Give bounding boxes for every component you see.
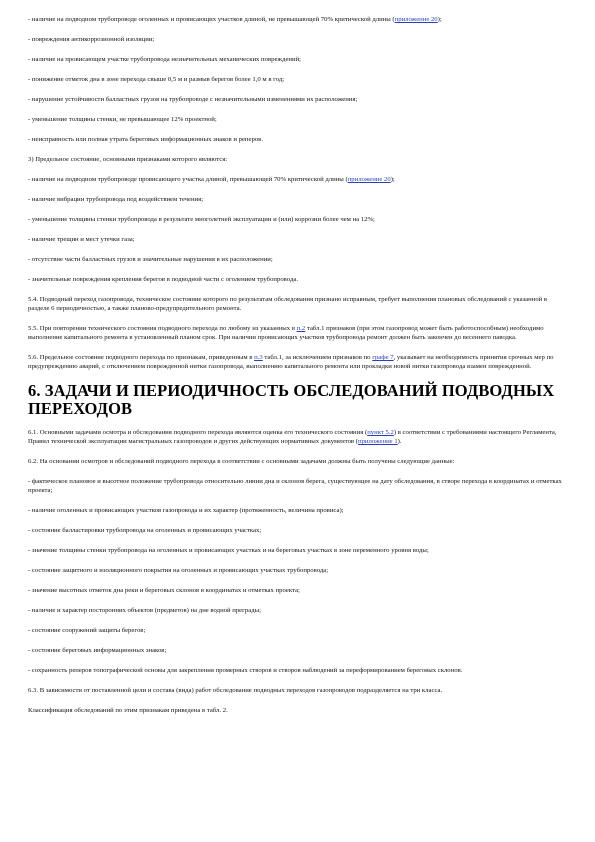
paragraph-text: , указывает на необходимость принятия срочных мер по предупреждению аварий, с отключением поврежденной нитки газопровода, выполнению капитального ремонта или прокладки новой нитки газопровода взамен поврежденной. xyxy=(28,354,554,370)
section-heading: 6. ЗАДАЧИ И ПЕРИОДИЧНОСТЬ ОБСЛЕДОВАНИЙ ПОДВОДНЫХ ПЕРЕХОДОВ xyxy=(28,381,555,418)
paragraph xyxy=(28,155,570,164)
paragraph xyxy=(28,353,570,371)
paragraph xyxy=(28,586,570,595)
paragraph-text: 5.5. При повторении технического состояния подводного перехода по любому из указанных в xyxy=(28,325,297,332)
paragraph xyxy=(28,55,570,64)
paragraph-text: - понижение отметок дна в зоне перехода свыше 0,5 м и размыв берегов более 1,0 м в год; xyxy=(28,76,285,83)
paragraph-text: Классификация обследований по этим признакам приведена в табл. 2. xyxy=(28,707,228,714)
paragraph-text: - фактическое плановое и высотное положение трубопровода относительно линии дна и склонов берега, существующее на дату обследования, в створе перехода в координатах и отметках проекта; xyxy=(28,478,562,494)
paragraph-text: - состояние балластировки трубопровода на оголенных и провисающих участках; xyxy=(28,527,262,534)
paragraph xyxy=(28,324,570,342)
paragraph-text: - значительные повреждения крепления берегов в подводной части с оголением трубопровода. xyxy=(28,276,298,283)
paragraph-text: - наличие на провисающем участке трубопровода незначительных механических повреждений; xyxy=(28,56,302,63)
paragraph-text: табл.1 признаков (при этом газопровод может быть работоспособным) необходимо выполнение капитального ремонта в установленный планом срок. При наличии провисающих участков трубопровода ремонт должен быть закончен до весеннего паводка. xyxy=(28,325,544,341)
reference-link[interactable]: п.2 xyxy=(296,325,306,332)
paragraph xyxy=(28,546,570,555)
paragraph-text: - значение толщины стенки трубопровода на оголенных и провисающих участках и на береговых участках в зоне переменного уровня воды; xyxy=(28,547,429,554)
paragraph-text: - наличие вибрации трубопровода под воздействием течения; xyxy=(28,196,204,203)
paragraph xyxy=(28,457,570,466)
paragraph-text: - состояние береговых информационных знаков; xyxy=(28,647,167,654)
paragraph-text: 3) Предельное состояние, основными признаками которого являются: xyxy=(28,156,228,163)
paragraph xyxy=(28,75,570,84)
paragraph-text: - наличие оголенных и провисающих участков газопровода и их характер (протяженность, величина провиса); xyxy=(28,507,344,514)
paragraph-text: - уменьшение толщины стенки, не превышающее 12% проектной; xyxy=(28,116,217,123)
paragraph xyxy=(28,606,570,615)
reference-link[interactable]: графе 7 xyxy=(372,354,394,361)
paragraph xyxy=(28,35,570,44)
paragraph-text: - наличие трещин и мест утечки газа; xyxy=(28,236,135,243)
paragraph xyxy=(28,428,570,446)
paragraph-text: - наличие на подводном трубопроводе оголенных и провисающих участков длиной, не превышающей 70% критической длины ( xyxy=(28,16,395,23)
paragraph-text: 5.4. Подводный переход газопровода, техническое состояние которого по результатам обследования признано исправным, требует выполнения плановых обследований с указанной в разделе 6 периодичностью, а также планово-предупредительного ремонта. xyxy=(28,296,548,312)
paragraph-text: ) в соответствии с требованиями настоящего Регламента, Правил технической эксплуатации магистральных газопроводов и других действующих нормативных документов ( xyxy=(28,429,557,445)
paragraph-text: - отсутствие части балластных грузов и значительные нарушения в их расположении; xyxy=(28,256,273,263)
paragraph xyxy=(28,646,570,655)
paragraph-text: - состояние сооружений защиты берегов; xyxy=(28,627,146,634)
paragraph-text: - повреждения антикоррозионной изоляции; xyxy=(28,36,155,43)
paragraph-text: 6.2. На основании осмотров и обследований подводного перехода в соответствии с основными задачами должны быть получены следующие данные: xyxy=(28,458,455,465)
paragraph-text: ); xyxy=(390,176,395,183)
paragraph xyxy=(28,477,570,495)
paragraph xyxy=(28,215,570,224)
reference-link[interactable]: пункт 5.2 xyxy=(367,429,394,436)
paragraph xyxy=(28,15,570,24)
paragraph xyxy=(28,175,570,184)
section-5-continuation xyxy=(28,15,570,371)
paragraph xyxy=(28,95,570,104)
paragraph-text: ). xyxy=(397,438,402,445)
paragraph-text: - наличие и характер посторонних объектов (предметов) на дне водной преграды; xyxy=(28,607,261,614)
paragraph-text: 6.3. В зависимости от поставленной цели и состава (вида) работ обследование подводных переходов газопроводов подразделяется на три класса. xyxy=(28,687,443,694)
paragraph-text: - состояние защитного и изоляционного покрытия на оголенных и провисающих участках трубопровода; xyxy=(28,567,329,574)
paragraph-text: ); xyxy=(437,16,442,23)
document-page xyxy=(28,15,570,726)
paragraph xyxy=(28,666,570,675)
reference-link[interactable]: приложение 20 xyxy=(394,16,438,23)
reference-link[interactable]: приложение 1 xyxy=(358,438,398,445)
paragraph-text: - неисправность или полная утрата береговых информационных знаков и реперов. xyxy=(28,136,263,143)
paragraph-text: 5.6. Предельное состояние подводного перехода по признакам, приведенным в xyxy=(28,354,255,361)
paragraph-text: - значение высотных отметок дна реки и береговых склонов в координатах и отметках проекта; xyxy=(28,587,300,594)
paragraph xyxy=(28,566,570,575)
reference-link[interactable]: п.3 xyxy=(254,354,263,361)
paragraph xyxy=(28,115,570,124)
paragraph xyxy=(28,526,570,535)
paragraph xyxy=(28,255,570,264)
paragraph-text: табл.1, за исключением признаков по xyxy=(262,354,373,361)
paragraph xyxy=(28,686,570,695)
paragraph xyxy=(28,195,570,204)
paragraph-text: - сохранность реперов топографической основы для закрепления промерных створов и створов наблюдений за переформированием береговых склонов. xyxy=(28,667,463,674)
paragraph xyxy=(28,706,570,715)
paragraph xyxy=(28,295,570,313)
paragraph xyxy=(28,135,570,144)
paragraph-text: - наличие на подводном трубопроводе провисающего участка длиной, превышающей 70% критической длины ( xyxy=(28,176,348,183)
paragraph xyxy=(28,275,570,284)
paragraph-text: 6.1. Основными задачами осмотра и обследования подводного перехода являются оценка его технического состояния ( xyxy=(28,429,368,436)
paragraph-text: - нарушение устойчивости балластных грузов на трубопроводе с незначительными изменениями их расположения; xyxy=(28,96,358,103)
section-6-body xyxy=(28,428,570,715)
paragraph xyxy=(28,506,570,515)
paragraph xyxy=(28,235,570,244)
reference-link[interactable]: приложение 20 xyxy=(347,176,391,183)
paragraph-text: - уменьшение толщины стенки трубопровода в результате многолетней эксплуатации и (или) коррозии более чем на 12%; xyxy=(28,216,375,223)
paragraph xyxy=(28,626,570,635)
